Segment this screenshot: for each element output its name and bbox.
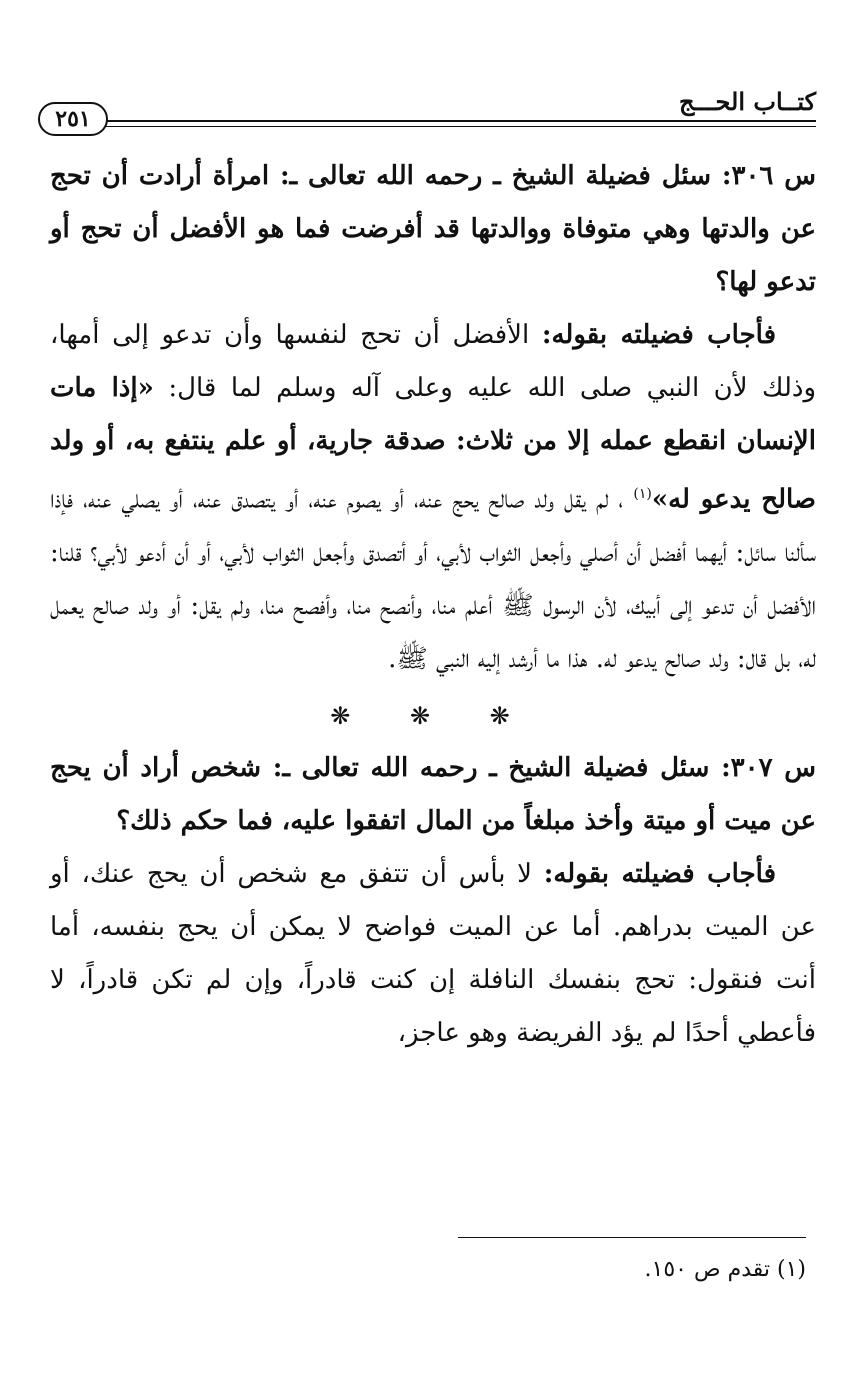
section-separator: ❋ ❋ ❋: [330, 701, 536, 730]
running-title: كتــاب الحـــج: [678, 87, 816, 116]
footnote-marker: (١): [633, 486, 652, 502]
page-header: [38, 88, 816, 134]
page-number: ٢٥١: [38, 102, 108, 136]
body-text: [50, 150, 816, 1060]
question-306: [50, 150, 816, 309]
answer-307: [50, 848, 816, 1060]
answer-306-part1: الأفضل أن تحج لنفسها وأن تدعو إلى أمها، وذلك لأن النبي صلى الله عليه وعلى آله وسلم لما قال:: [50, 320, 817, 403]
question-306-number: س ٣٠٦:: [721, 161, 816, 191]
answer-306-part2: ، لم يقل ولد صالح يحج عنه، أو يصوم عنه، أو يتصدق عنه، أو يصلي عنه، فإذا سألنا سائل: أيهما أفضل أن أصلي وأجعل الثواب لأبي، أو أتصدق وأجعل الثواب لأبي، أو أن أدعو لأبي؟ قلنا: الأفضل أن تدعو إلى أبيك، لأن الرسول ﷺ أعلم منا، وأنصح منا، وأفصح منا، ولم يقل: أو ولد صالح يعمل له، بل قال: ولد صالح يدعو له. هذا ما أرشد إليه النبي ﷺ.: [50, 484, 816, 674]
answer-307-lead: فأجاب فضيلته بقوله:: [543, 858, 777, 889]
footnote: (١) تقدم ص ١٥٠.: [644, 1257, 806, 1282]
question-306-text: سئل فضيلة الشيخ ـ رحمه الله تعالى ـ: امرأة أرادت أن تحج عن والدتها وهي متوفاة ووالدتها قد أفرضت فما هو الأفضل أن تحج أو تدعو لها؟: [50, 161, 816, 297]
footnote-rule: [458, 1237, 806, 1238]
answer-306-lead: فأجاب فضيلته بقوله:: [541, 320, 777, 350]
question-307-text: سئل فضيلة الشيخ ـ رحمه الله تعالى ـ: شخص أراد أن يحج عن ميت أو ميتة وأخذ مبلغاً من المال اتفقوا عليه، فما حكم ذلك؟: [50, 752, 816, 836]
answer-307-text: لا بأس أن تتفق مع شخص أن يحج عنك، أو عن الميت بدراهم. أما عن الميت فواضح لا يمكن أن يحج بنفسه، أما أنت فنقول: تحج بنفسك النافلة إن كنت قادراً، وإن لم تكن قادراً، لا فأعطي أحدًا لم يؤد الفريضة وهو عاجز،: [50, 858, 816, 1048]
answer-306: [50, 309, 816, 686]
header-rule: [98, 120, 816, 127]
question-307: [50, 742, 816, 848]
hadith-quote: «إذا مات الإنسان انقطع عمله إلا من ثلاث: صدقة جارية، أو علم ينتفع به، أو ولد صالح يدعو له»: [50, 373, 817, 515]
question-307-number: س ٣٠٧:: [721, 752, 816, 783]
